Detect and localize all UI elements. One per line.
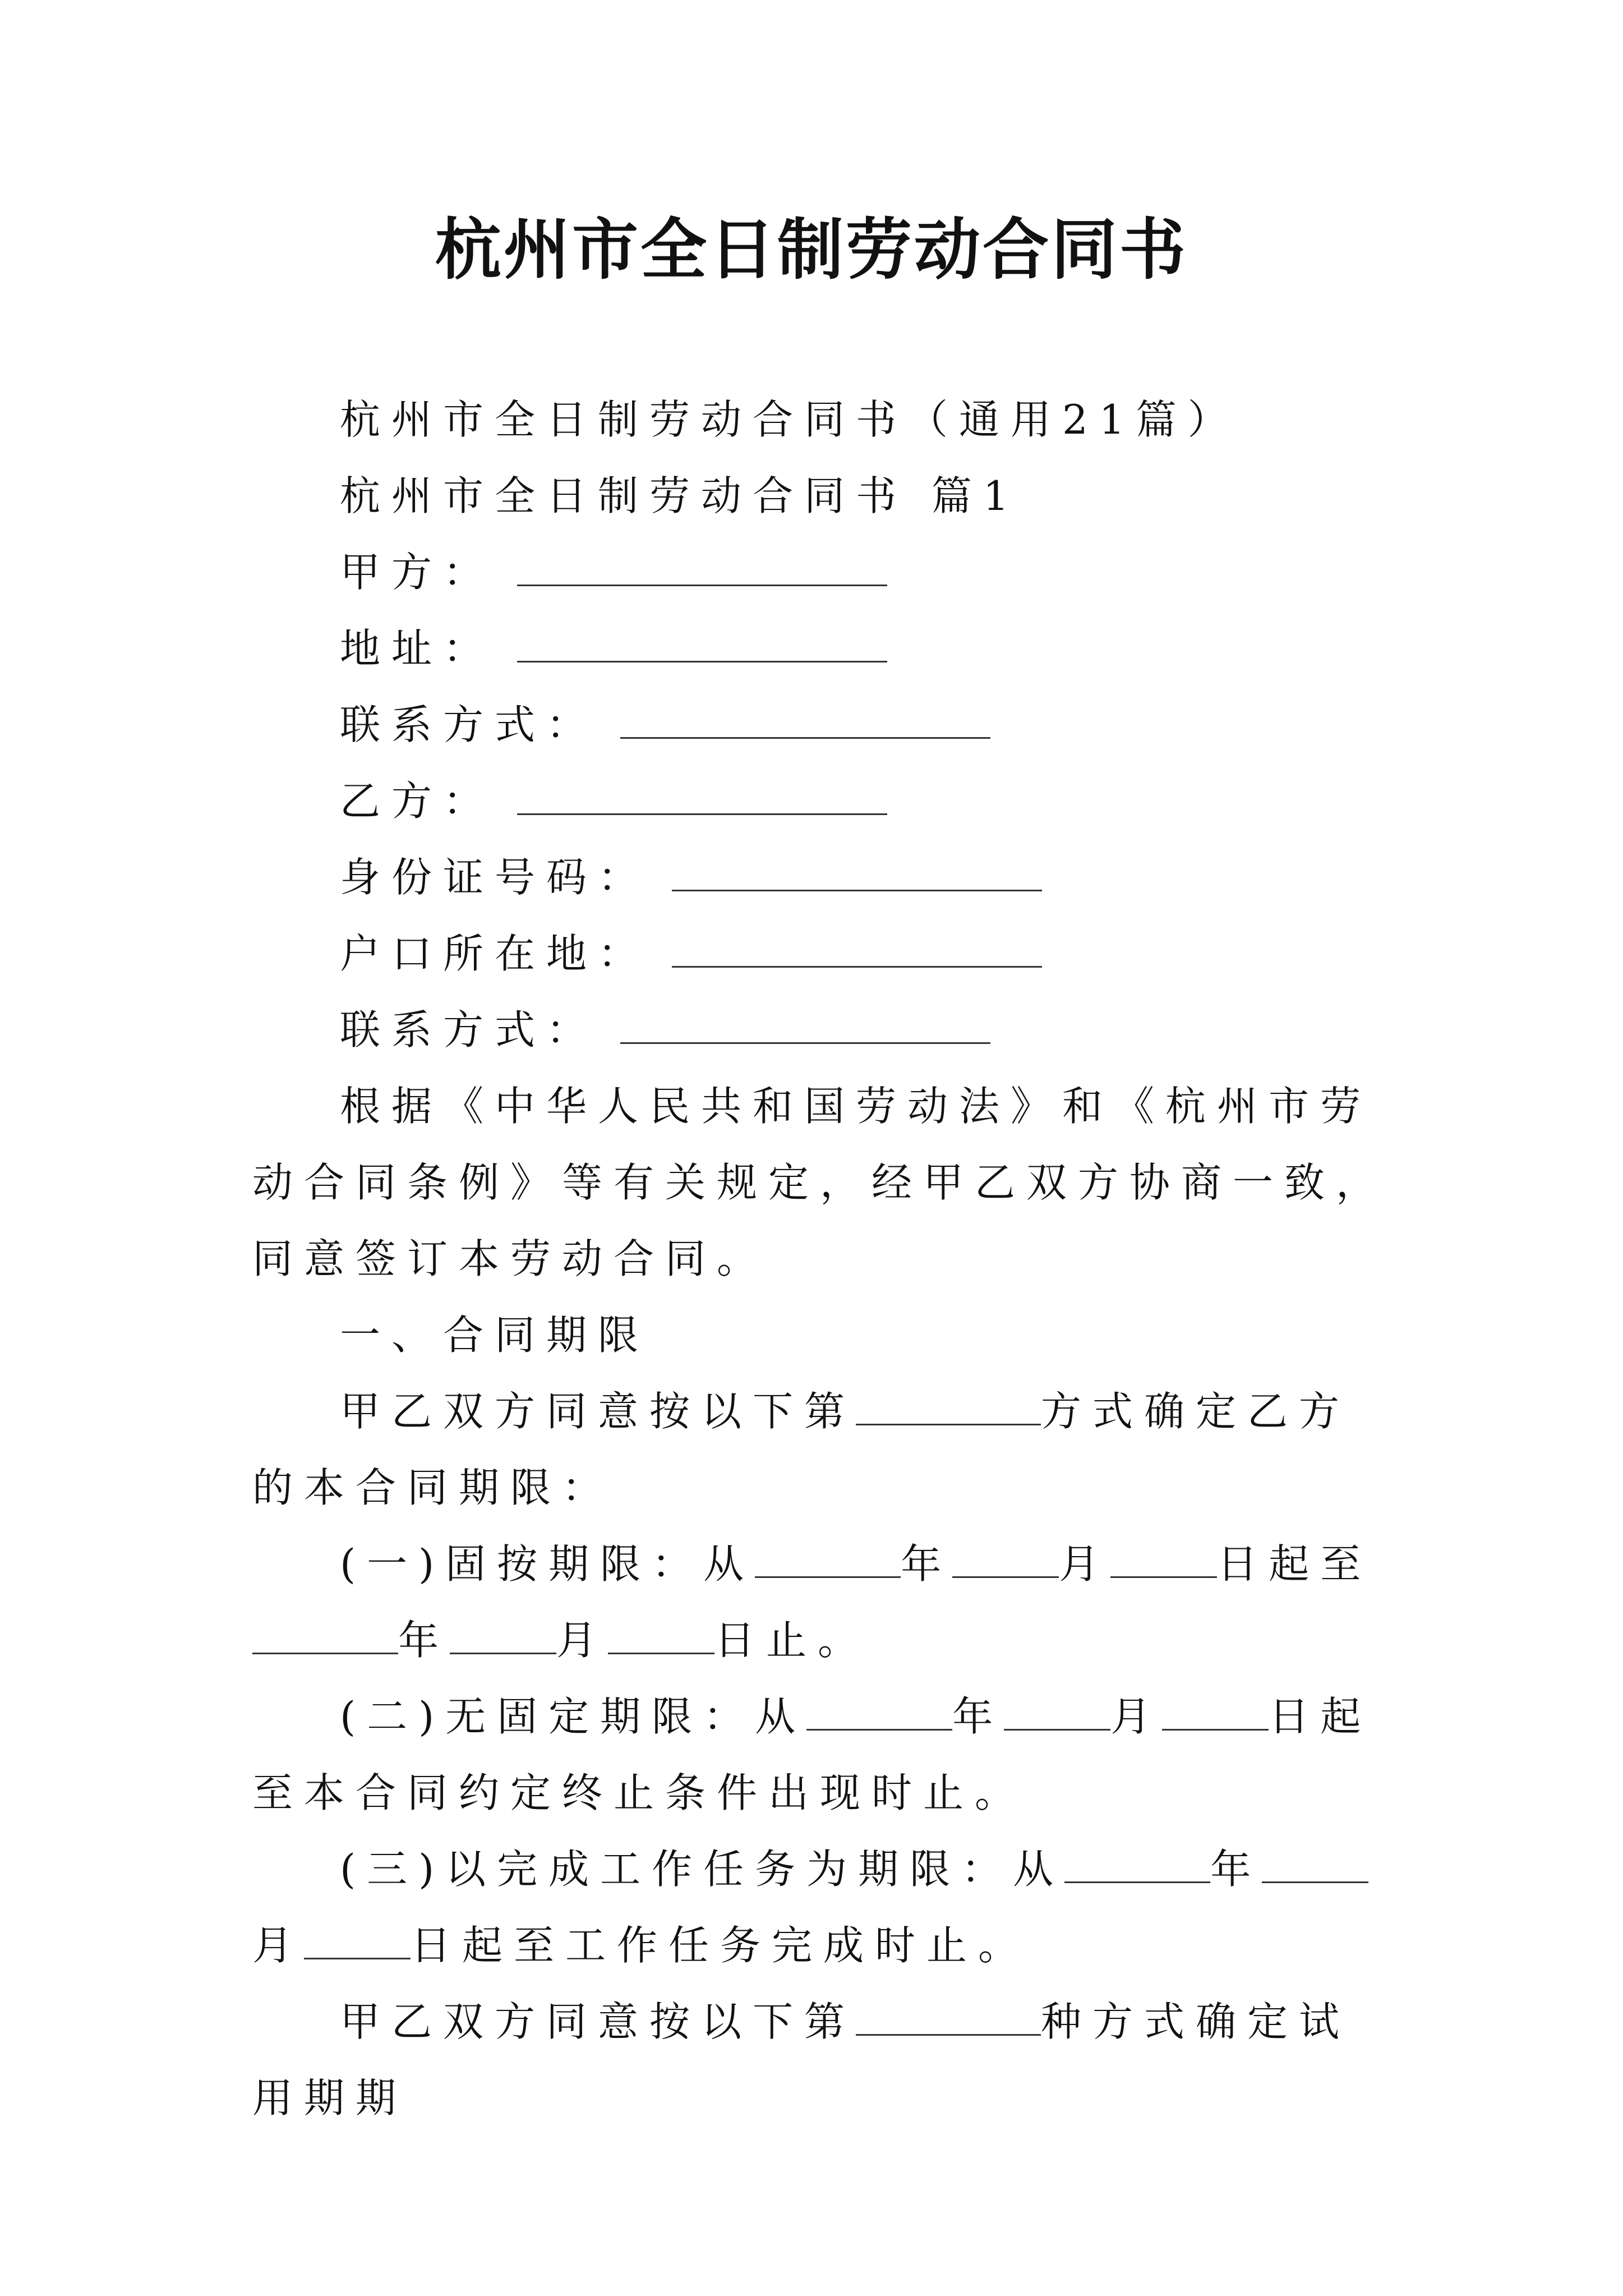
- text-span: 甲乙双方同意按以下第: [340, 1998, 856, 2045]
- field-household: [252, 915, 1396, 992]
- clause-1-paragraph: [252, 1373, 1396, 1526]
- day-blank[interactable]: [608, 1619, 714, 1654]
- text-span: 日止。: [714, 1617, 870, 1664]
- contact-a-blank[interactable]: [620, 703, 990, 739]
- day-blank[interactable]: [1162, 1695, 1269, 1731]
- party-a-blank[interactable]: [517, 551, 887, 586]
- text-span: 年: [1210, 1846, 1262, 1893]
- year-blank[interactable]: [806, 1695, 952, 1731]
- year-blank[interactable]: [755, 1543, 901, 1578]
- text-span: 甲乙双方同意按以下第: [340, 1388, 856, 1435]
- method-blank[interactable]: [856, 2000, 1041, 2036]
- month-blank[interactable]: [952, 1543, 1059, 1578]
- method-blank[interactable]: [856, 1390, 1041, 1425]
- text-span: 方式确定乙方的本合同期限：: [252, 1388, 1351, 1511]
- field-label: 乙方：: [340, 777, 495, 825]
- text-span: 月: [1110, 1693, 1163, 1740]
- clause-1-title: 一、合同期限: [340, 1312, 650, 1359]
- task-term-paragraph: [252, 1831, 1396, 1984]
- text-span: 种方式确定试用期期: [252, 1998, 1351, 2122]
- address-blank[interactable]: [517, 627, 887, 662]
- probation-paragraph: [252, 1984, 1396, 2136]
- field-party-a: [252, 534, 1396, 610]
- field-party-b: [252, 763, 1396, 839]
- field-label: 身份证号码：: [340, 854, 650, 901]
- field-label: 甲方：: [340, 549, 495, 596]
- text-span: 月: [1059, 1540, 1111, 1588]
- month-blank[interactable]: [450, 1619, 556, 1654]
- open-term-paragraph: [252, 1678, 1396, 1831]
- section-heading: 杭州市全日制劳动合同书 篇1: [340, 472, 1020, 519]
- text-span: 日起至: [1217, 1540, 1372, 1588]
- field-label: 地址：: [340, 625, 495, 672]
- party-b-blank[interactable]: [517, 780, 887, 815]
- text-span: 月: [556, 1617, 608, 1664]
- contact-b-blank[interactable]: [620, 1009, 990, 1044]
- text-span: 月: [252, 1922, 305, 1969]
- document-body: [252, 381, 1396, 2136]
- field-contact-a: [252, 687, 1396, 763]
- field-contact-b: [252, 992, 1396, 1068]
- field-id-number: [252, 839, 1396, 915]
- year-blank[interactable]: [252, 1619, 398, 1654]
- field-label: 联系方式：: [340, 1006, 598, 1053]
- page-title: 杭州市全日制劳动合同书: [435, 211, 1188, 288]
- fixed-term-paragraph: [252, 1526, 1396, 1678]
- month-blank[interactable]: [1262, 1848, 1368, 1883]
- year-blank[interactable]: [1064, 1848, 1210, 1883]
- day-blank[interactable]: [1110, 1543, 1217, 1578]
- text-span: (一)固按期限：从: [340, 1540, 755, 1588]
- household-blank[interactable]: [672, 932, 1042, 968]
- day-blank[interactable]: [304, 1924, 411, 1959]
- intro-paragraph: 根据《中华人民共和国劳动法》和《杭州市劳动合同条例》等有关规定，经甲乙双方协商一致，同意签订本劳动合同。: [252, 1083, 1388, 1282]
- field-label: 联系方式：: [340, 701, 598, 748]
- text-span: 日起至本合同约定终止条件出现时止。: [252, 1693, 1372, 1816]
- month-blank[interactable]: [1004, 1695, 1110, 1731]
- field-address: [252, 610, 1396, 687]
- text-span: (二)无固定期限：从: [340, 1693, 807, 1740]
- id-number-blank[interactable]: [672, 856, 1042, 891]
- text-span: 年: [398, 1617, 450, 1664]
- subtitle: 杭州市全日制劳动合同书（通用21篇）: [340, 396, 1239, 443]
- text-span: 年: [901, 1540, 953, 1588]
- text-span: (三)以完成工作任务为期限：从: [340, 1846, 1065, 1893]
- text-span: 年: [952, 1693, 1004, 1740]
- field-label: 户口所在地：: [340, 930, 650, 977]
- text-span: 日起至工作任务完成时止。: [411, 1922, 1030, 1969]
